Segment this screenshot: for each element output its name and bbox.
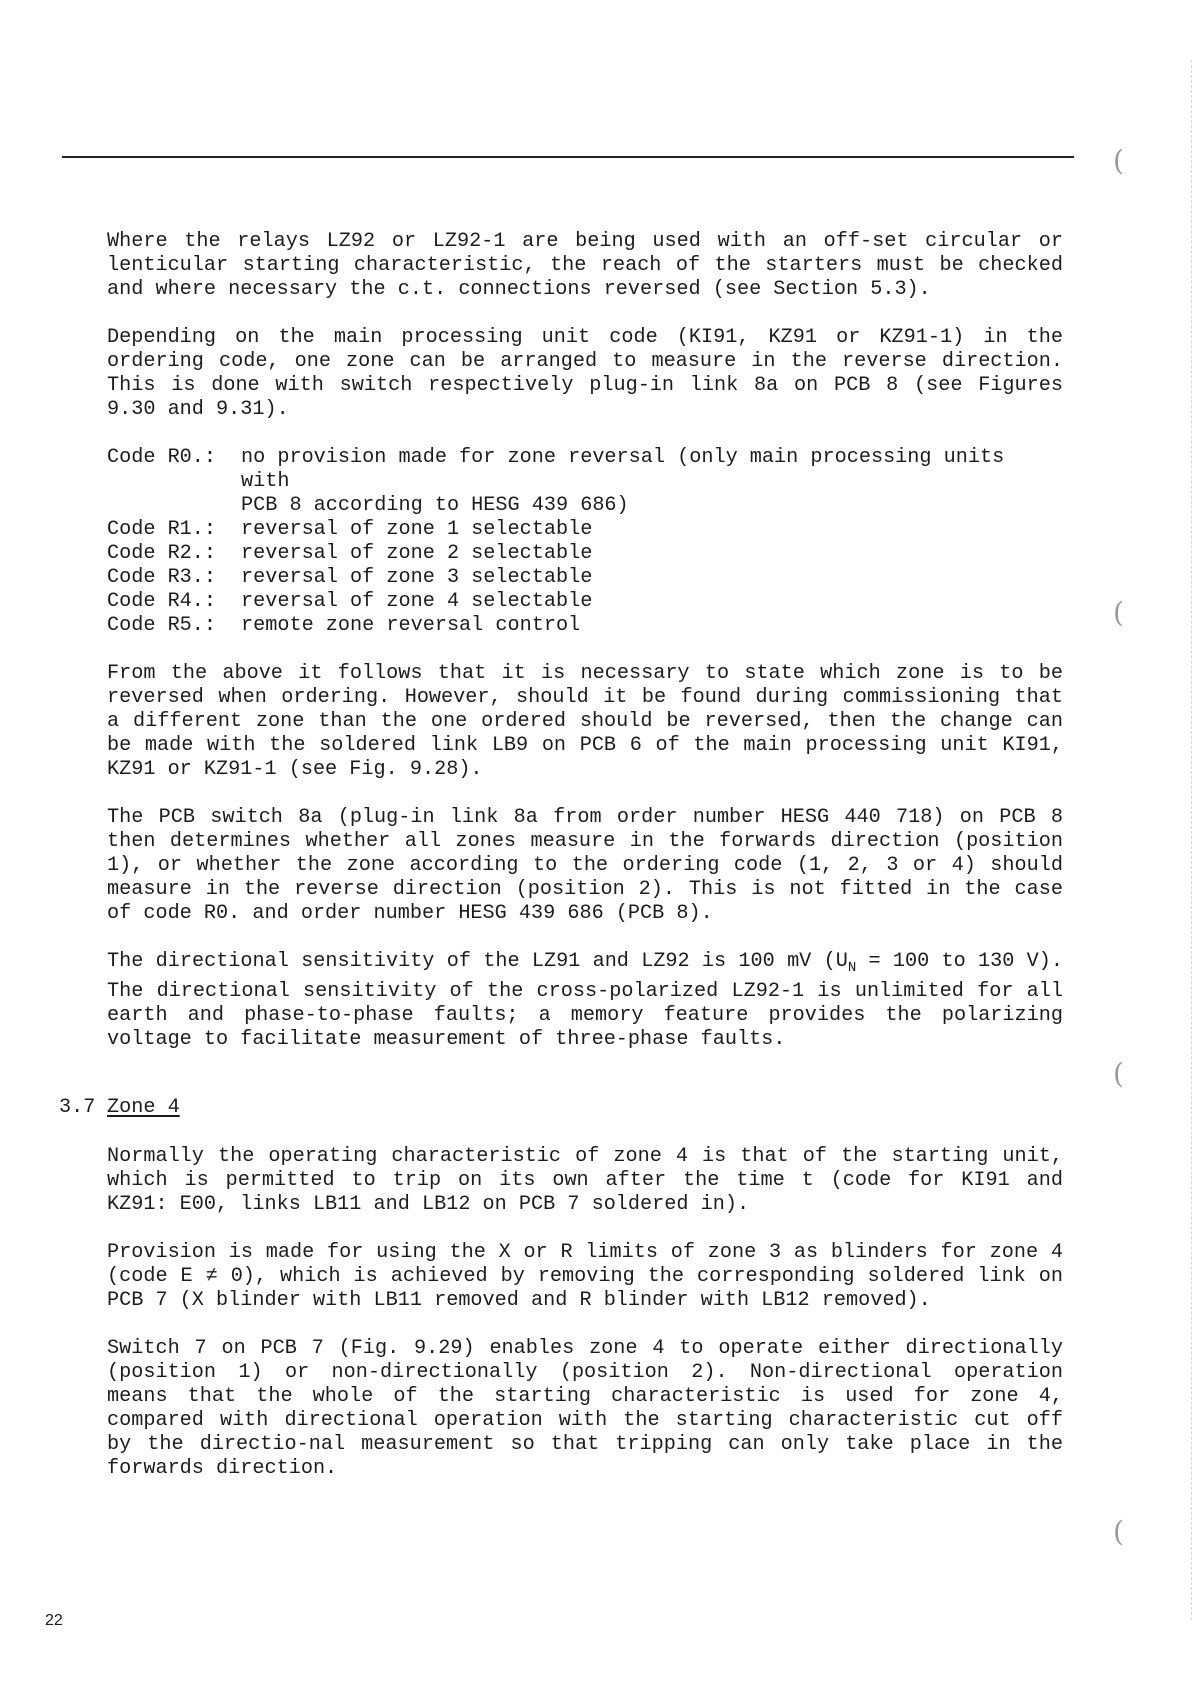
paragraph-zone4-switch: Switch 7 on PCB 7 (Fig. 9.29) enables zone 4 to operate either directionally (position 1) or non-directionally (position 2). Non-directional operation means that the whole of the starting characteristic is used for zone 4, compared with directional operation with the starting characteristic cut off by the directio-nal measurement so that tripping can only take place in the forwards direction.	[107, 1337, 1063, 1480]
list-item	[107, 446, 1063, 518]
subscript-n: N	[847, 960, 857, 977]
margin-bracket-mark: (	[1113, 1057, 1124, 1090]
paragraph-relay-reach: Where the relays LZ92 or LZ92-1 are being used with an off-set circular or lenticular starting characteristic, the reach of the starters must be checked and where necessary the c.t. connections reversed (see Section 5.3).	[107, 230, 1063, 301]
section-number: 3.7	[59, 1096, 96, 1119]
paragraph-pcb-switch: The PCB switch 8a (plug-in link 8a from order number HESG 440 718) on PCB 8 then determines whether all zones measure in the forwards direction (position 1), or whether the zone according to the ordering code (1, 2, 3 or 4) should measure in the reverse direction (position 2). This is not fitted in the case of code R0. and order number HESG 439 686 (PCB 8).	[107, 806, 1063, 925]
body-text-zone4	[107, 1145, 1063, 1505]
code-label: Code R5.:	[107, 614, 217, 637]
code-label: Code R4.:	[107, 590, 217, 613]
code-label: Code R1.:	[107, 518, 217, 541]
paragraph-zone4-blinders: Provision is made for using the X or R limits of zone 3 as blinders for zone 4 (code E ≠ 0), which is achieved by removing the corresponding soldered link on PCB 7 (X blinder with LB11 removed and R blinder with LB12 removed).	[107, 1241, 1063, 1312]
code-description: reversal of zone 3 selectable	[241, 566, 593, 589]
code-description: remote zone reversal control	[241, 614, 581, 637]
list-item	[107, 566, 1063, 590]
code-label: Code R2.:	[107, 542, 217, 565]
list-item	[107, 542, 1063, 566]
code-description: no provision made for zone reversal (only main processing units with PCB 8 according to HESG 439 686)	[241, 446, 1005, 517]
paragraph-zone-reversal: Depending on the main processing unit code (KI91, KZ91 or KZ91-1) in the ordering code, one zone can be arranged to measure in the reverse direction. This is done with switch respectively plug-in link 8a on PCB 8 (see Figures 9.30 and 9.31).	[107, 326, 1063, 421]
list-item	[107, 590, 1063, 614]
scan-edge-line	[1191, 60, 1192, 1620]
code-description: reversal of zone 2 selectable	[241, 542, 593, 565]
body-text-upper	[107, 230, 1063, 1076]
section-heading	[59, 1096, 180, 1120]
code-label: Code R3.:	[107, 566, 217, 589]
list-item	[107, 614, 1063, 638]
paragraph-zone4-characteristic: Normally the operating characteristic of zone 4 is that of the starting unit, which is permitted to trip on its own after the time t (code for KI91 and KZ91: E00, links LB11 and LB12 on PCB 7 soldered in).	[107, 1145, 1063, 1216]
code-description: reversal of zone 4 selectable	[241, 590, 593, 613]
margin-bracket-mark: (	[1113, 144, 1124, 177]
code-label: Code R0.:	[107, 446, 217, 469]
margin-bracket-mark: (	[1113, 1515, 1124, 1548]
page-number: 22	[45, 1612, 63, 1629]
margin-bracket-mark: (	[1113, 596, 1124, 629]
reversal-code-list	[107, 446, 1063, 638]
section-title: Zone 4	[107, 1096, 180, 1119]
list-item	[107, 518, 1063, 542]
paragraph-reversal-ordering: From the above it follows that it is necessary to state which zone is to be reversed when ordering. However, should it be found during commissioning that a different zone than the one ordered should be reversed, then the change can be made with the soldered link LB9 on PCB 6 of the main processing unit KI91, KZ91 or KZ91-1 (see Fig. 9.28).	[107, 662, 1063, 781]
header-rule	[62, 156, 1074, 158]
code-description: reversal of zone 1 selectable	[241, 518, 593, 541]
paragraph-directional-sensitivity: The directional sensitivity of the LZ91 and LZ92 is 100 mV ($U_N = 100$ to 130 V). The directional sensitivity of the cross-polarized LZ92-1 is unlimited for all earth and phase-to-phase faults; a memory feature provides the polarizing voltage to facilitate measurement of three-phase faults.	[107, 950, 1063, 1052]
